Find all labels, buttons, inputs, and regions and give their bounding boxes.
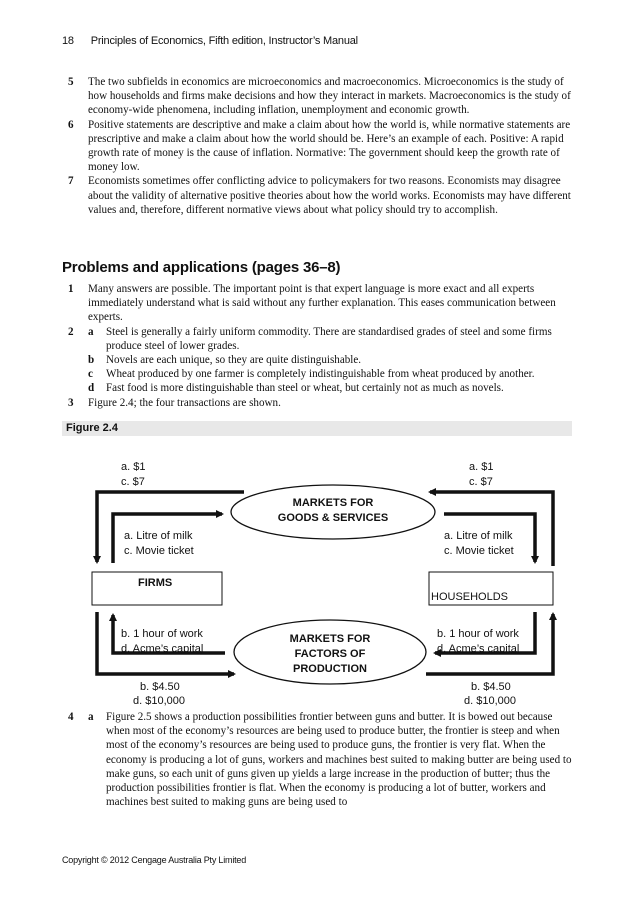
item-text: Economists sometimes offer conflicting advice to policymakers for two reasons. Economists may disagree about the validity of alternative positive theories about how the world works. Economists may have different values and, therefore, different normative views about what policy should try to accomplish. — [88, 175, 571, 216]
figure-label: Figure 2.4 — [66, 422, 118, 434]
item-number: 7 — [68, 175, 74, 188]
label-top-left-c: c. $7 — [121, 476, 145, 488]
label-goods-left-a: a. Litre of milk — [124, 530, 193, 542]
problem-subitem — [62, 710, 572, 809]
item-letter: a — [88, 325, 94, 338]
label-bottom-right-b: b. $4.50 — [471, 681, 511, 693]
item-letter: b — [88, 354, 95, 367]
label-factors-left-b: b. 1 hour of work — [121, 628, 203, 640]
label-bottom-right-d: d. $10,000 — [464, 695, 516, 707]
item-number: 2 — [68, 325, 74, 338]
label-top-right-c: c. $7 — [469, 476, 493, 488]
copyright-footer: Copyright © 2012 Cengage Australia Pty Limited — [62, 855, 247, 865]
label-goods-right-c: c. Movie ticket — [444, 545, 514, 557]
label-top-right-a: a. $1 — [469, 461, 494, 473]
firms-label: FIRMS — [138, 577, 173, 589]
item-text: Figure 2.4; the four transactions are shown. — [88, 396, 281, 409]
page-number: 18 — [62, 35, 74, 47]
factors-market-label-line2: FACTORS OF — [294, 648, 366, 660]
item-letter: d — [88, 382, 95, 395]
item-number: 5 — [68, 76, 74, 88]
item-text: Positive statements are descriptive and make a claim about how the world is, while normative statements are prescriptive and make a claim about how the world should be. Here’s an example of each. Positive: A rapid growth rate of money is the cause of inflation. Normative: The government should keep the growth rate of money low. — [88, 118, 571, 174]
item-text: Fast food is more distinguishable than steel or wheat, but certainly not as much as novels. — [106, 382, 504, 395]
label-factors-right-d: d. Acme’s capital — [437, 643, 520, 655]
item-text: Figure 2.5 shows a production possibilities frontier between guns and butter. It is bowed out because when most of the economy’s resources are being used to produce butter, the frontier is steep and when most of the economy’s resources are being used to produce guns, the frontier is very flat. When the economy is producing a lot of guns, workers and machines best suited to making butter are being used to make guns, so each unit of guns given up yields a large increase in the production of butter; thus the production possibilities frontier is flat. When the economy is producing a lot of butter, workers and machines best suited to making guns are being used to — [106, 711, 572, 809]
label-goods-right-a: a. Litre of milk — [444, 530, 513, 542]
item-text: Many answers are possible. The important point is that expert language is more exact and all experts immediately understand what is said without any further explanation. This eases communication between experts. — [88, 283, 556, 324]
item-number: 1 — [68, 283, 74, 295]
factors-market-label-line1: MARKETS FOR — [289, 633, 371, 645]
section-heading: Problems and applications (pages 36–8) — [62, 259, 341, 276]
running-title: Principles of Economics, Fifth edition, Instructor’s Manual — [90, 35, 358, 47]
label-factors-left-d: d. Acme’s capital — [121, 643, 204, 655]
item-letter: c — [88, 368, 93, 381]
item-number: 6 — [68, 118, 74, 131]
item-number: 3 — [68, 396, 74, 409]
label-bottom-left-b: b. $4.50 — [140, 681, 180, 693]
item-text: Novels are each unique, so they are quite distinguishable. — [106, 354, 362, 367]
goods-market-label-line2: GOODS & SERVICES — [277, 512, 389, 524]
label-top-left-a: a. $1 — [121, 461, 146, 473]
label-factors-right-b: b. 1 hour of work — [437, 628, 519, 640]
goods-market-label-line1: MARKETS FOR — [292, 497, 374, 509]
item-letter: a — [88, 711, 94, 723]
label-goods-left-c: c. Movie ticket — [124, 545, 194, 557]
problem-4 — [62, 710, 572, 809]
factors-market-label-line3: PRODUCTION — [293, 663, 367, 675]
label-bottom-left-d: d. $10,000 — [133, 695, 185, 707]
households-label: HOUSEHOLDS — [431, 591, 509, 603]
item-text: Wheat produced by one farmer is completely indistinguishable from wheat produced by another. — [106, 368, 535, 381]
item-text: Steel is generally a fairly uniform commodity. There are standardised grades of steel and some firms produce steel of lower grades. — [106, 325, 552, 352]
item-text: The two subfields in economics are microeconomics and macroeconomics. Microeconomics is the study of how households and firms make decisions and how they interact in markets. Macroeconomics is the study of economy-wide phenomena, including inflation, unemployment and economic growth. — [88, 76, 571, 117]
item-number: 4 — [68, 711, 74, 723]
